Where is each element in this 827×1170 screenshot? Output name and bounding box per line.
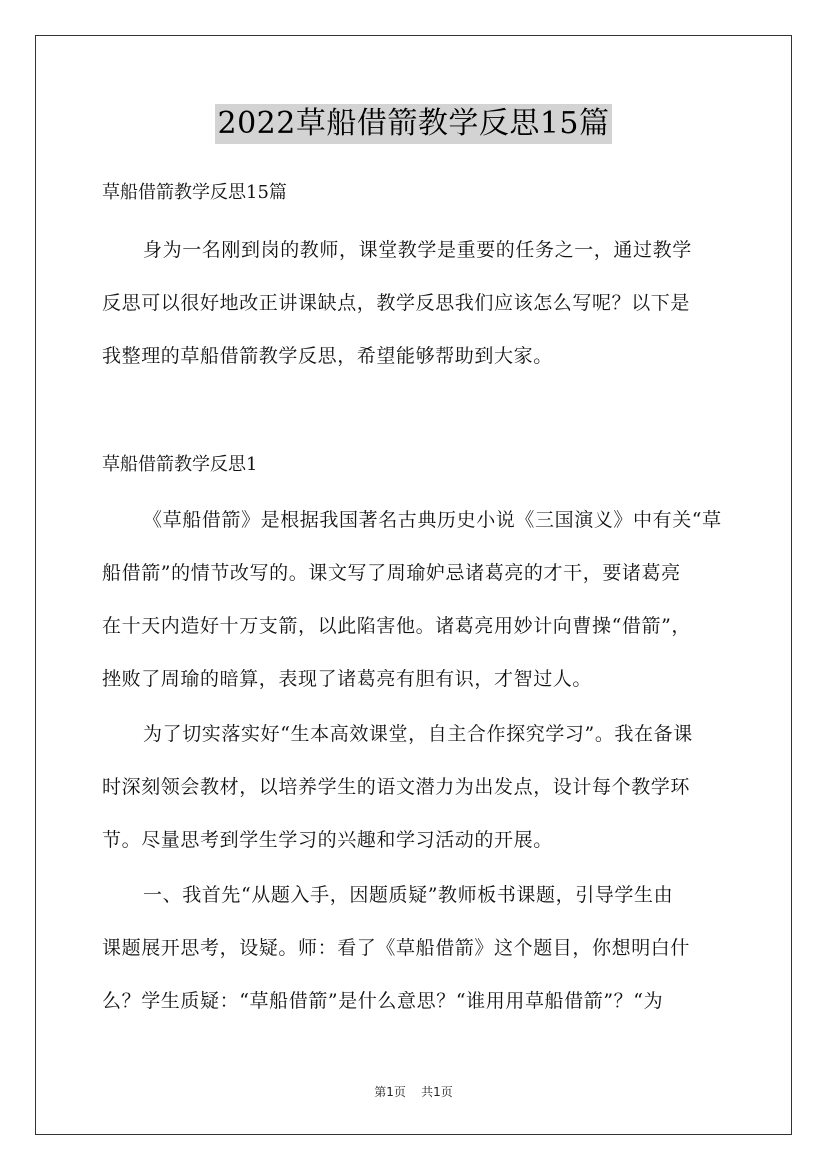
page-number: 第1页 xyxy=(374,1085,406,1099)
para1-line-1: 《草船借箭》是根据我国著名古典历史小说《三国演义》中有关“草 xyxy=(143,509,722,531)
intro-line-3: 我整理的草船借箭教学反思，希望能够帮助到大家。 xyxy=(102,345,553,367)
para2-line-1: 为了切实落实好“生本高效课堂，自主合作探究学习”。我在备课 xyxy=(143,723,693,745)
title-container xyxy=(0,104,827,144)
page-footer xyxy=(0,1084,827,1100)
page-total: 共1页 xyxy=(421,1085,453,1099)
para1-line-2: 船借箭”的情节改写的。课文写了周瑜妒忌诸葛亮的才干，要诸葛亮 xyxy=(102,562,681,584)
para2-line-3: 节。尽量思考到学生学习的兴趣和学习活动的开展。 xyxy=(102,829,553,851)
para3-line-2: 课题展开思考，设疑。师：看了《草船借箭》这个题目，你想明白什 xyxy=(102,937,691,959)
intro-line-2: 反思可以很好地改正讲课缺点，教学反思我们应该怎么写呢？以下是 xyxy=(102,292,691,314)
document-subtitle: 草船借箭教学反思15篇 xyxy=(102,182,287,203)
section-heading: 草船借箭教学反思1 xyxy=(102,454,258,475)
para3-line-3: 么？学生质疑：“草船借箭”是什么意思？“谁用用草船借箭”？“为 xyxy=(102,990,664,1012)
para1-line-4: 挫败了周瑜的暗算，表现了诸葛亮有胆有识，才智过人。 xyxy=(102,668,593,690)
para2-line-2: 时深刻领会教材，以培养学生的语文潜力为出发点，设计每个教学环 xyxy=(102,776,691,798)
para1-line-3: 在十天内造好十万支箭，以此陷害他。诸葛亮用妙计向曹操“借箭”， xyxy=(102,615,692,637)
document-title: 2022草船借箭教学反思15篇 xyxy=(215,104,611,144)
para3-line-1: 一、我首先“从题入手，因题质疑”教师板书课题，引导学生由 xyxy=(143,884,674,906)
intro-line-1: 身为一名刚到岗的教师，课堂教学是重要的任务之一，通过教学 xyxy=(143,239,692,261)
